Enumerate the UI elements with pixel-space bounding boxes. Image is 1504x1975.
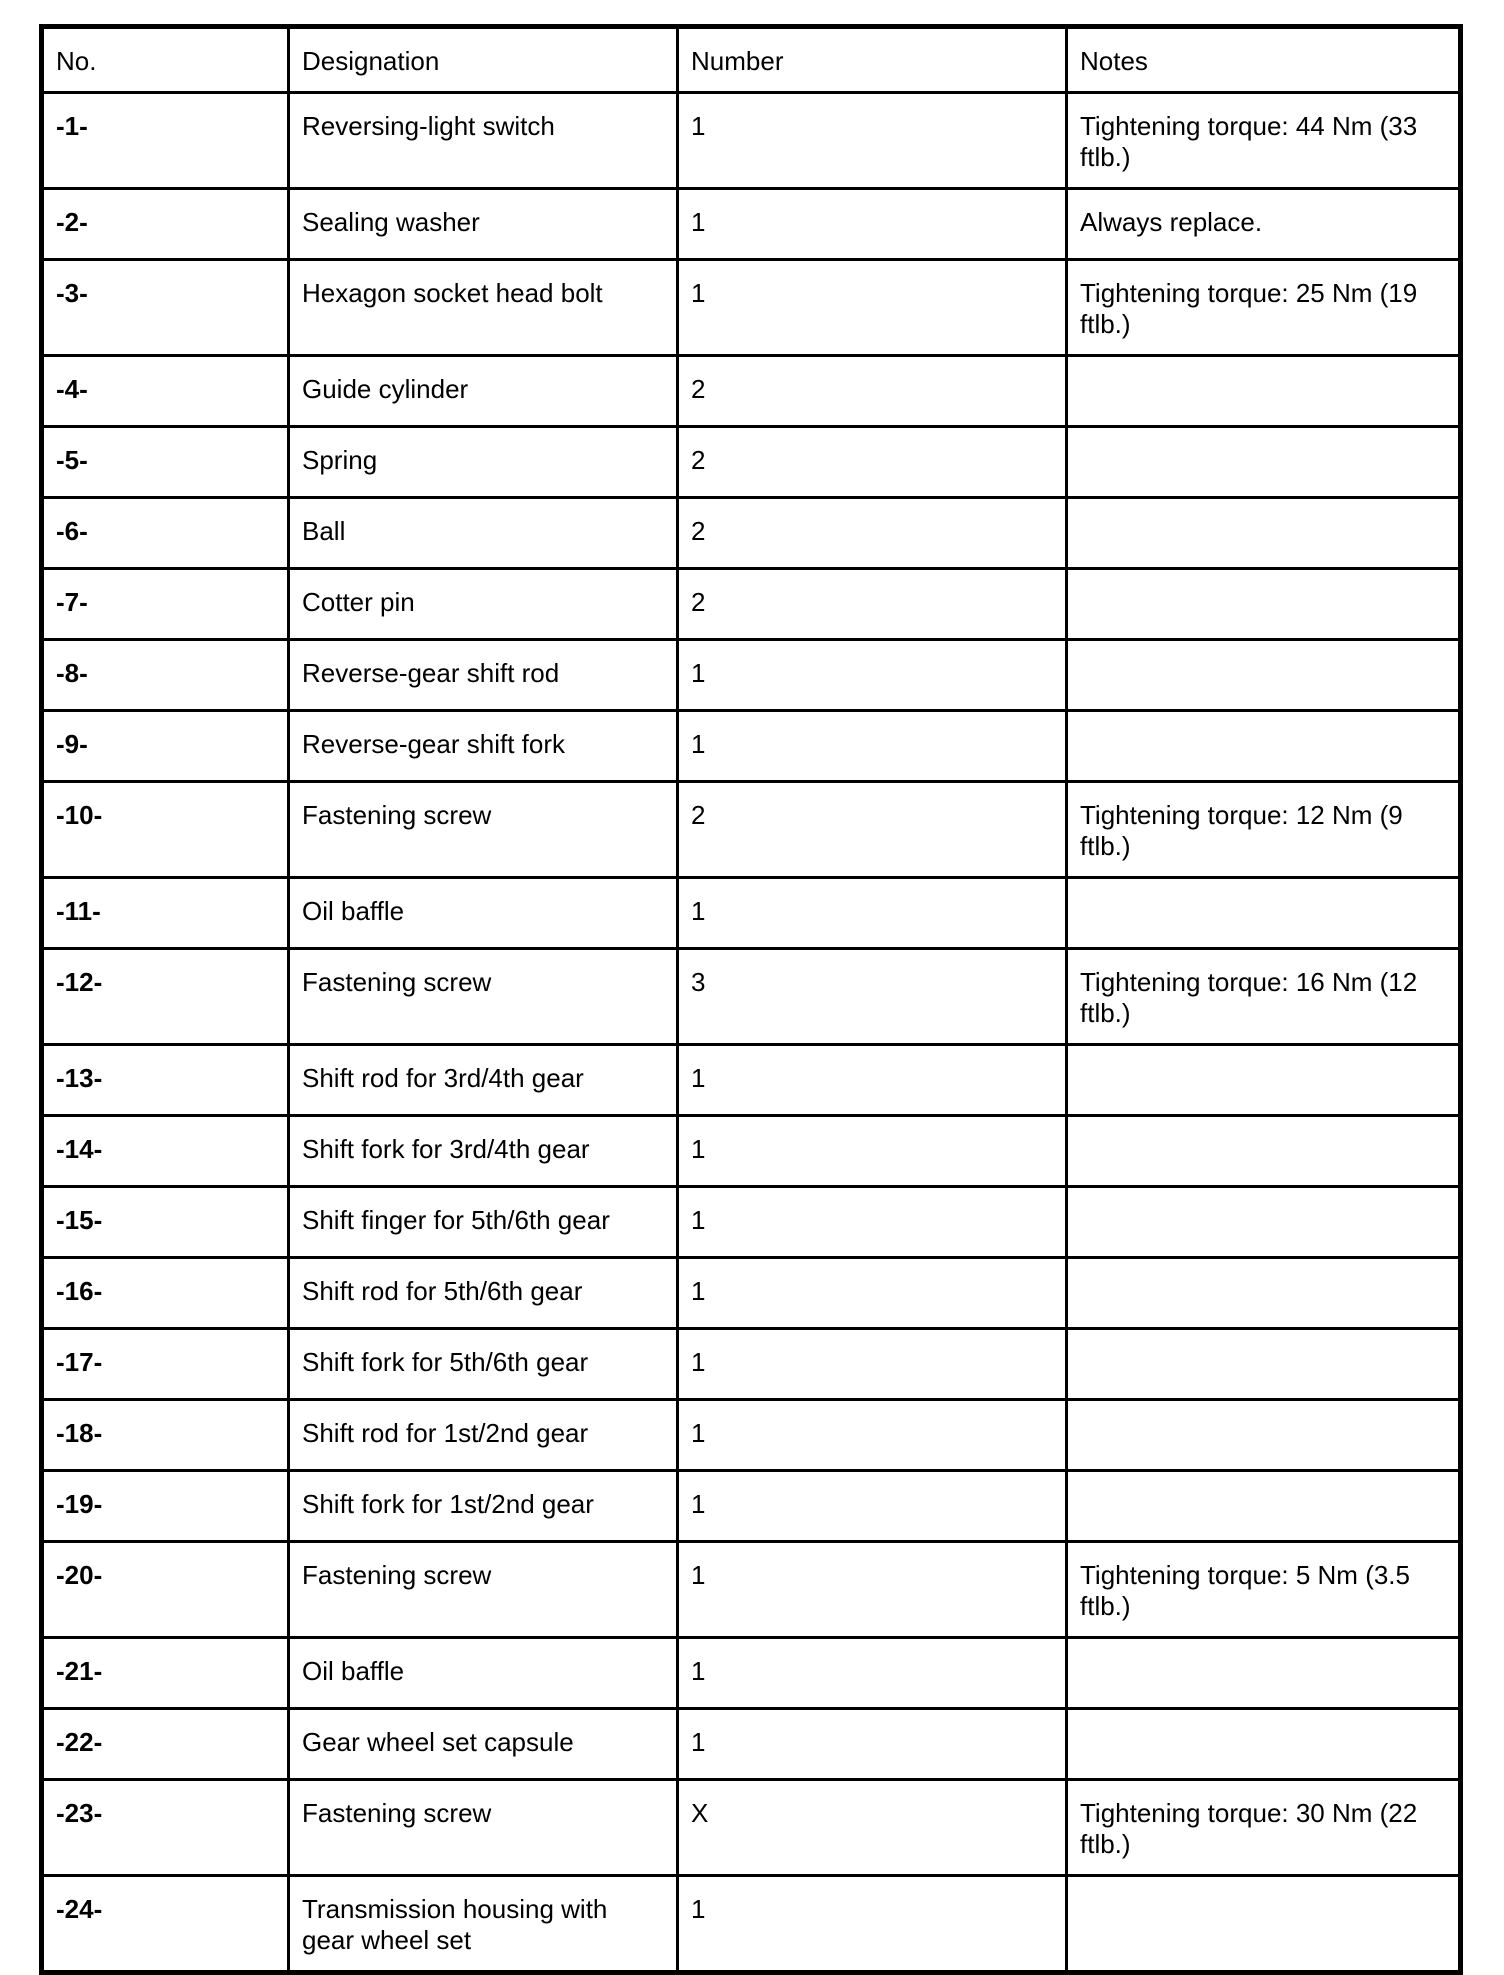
cell-no: -12- xyxy=(42,949,289,1045)
table-row xyxy=(42,1876,1461,1973)
table-row xyxy=(42,1116,1461,1187)
cell-no: -1- xyxy=(42,93,289,189)
cell-notes xyxy=(1067,1876,1461,1973)
cell-no: -23- xyxy=(42,1780,289,1876)
cell-designation: Oil baffle xyxy=(289,1638,678,1709)
cell-notes xyxy=(1067,711,1461,782)
cell-no: -18- xyxy=(42,1400,289,1471)
header-designation: Designation xyxy=(289,27,678,93)
cell-designation: Reversing-light switch xyxy=(289,93,678,189)
cell-designation: Spring xyxy=(289,427,678,498)
table-row xyxy=(42,640,1461,711)
cell-designation: Cotter pin xyxy=(289,569,678,640)
table-row xyxy=(42,1187,1461,1258)
cell-number: 1 xyxy=(678,1187,1067,1258)
cell-designation: Gear wheel set capsule xyxy=(289,1709,678,1780)
cell-notes xyxy=(1067,427,1461,498)
cell-no: -24- xyxy=(42,1876,289,1973)
cell-number: 1 xyxy=(678,640,1067,711)
cell-notes: Tightening torque: 25 Nm (19 ftlb.) xyxy=(1067,260,1461,356)
cell-no: -7- xyxy=(42,569,289,640)
cell-designation: Fastening screw xyxy=(289,1780,678,1876)
table-row xyxy=(42,949,1461,1045)
cell-number: 1 xyxy=(678,1876,1067,1973)
cell-notes xyxy=(1067,356,1461,427)
cell-designation: Hexagon socket head bolt xyxy=(289,260,678,356)
cell-no: -4- xyxy=(42,356,289,427)
cell-designation: Transmission housing with gear wheel set xyxy=(289,1876,678,1973)
cell-no: -6- xyxy=(42,498,289,569)
cell-designation: Shift rod for 1st/2nd gear xyxy=(289,1400,678,1471)
cell-designation: Fastening screw xyxy=(289,949,678,1045)
cell-no: -17- xyxy=(42,1329,289,1400)
cell-notes xyxy=(1067,878,1461,949)
cell-notes xyxy=(1067,1187,1461,1258)
table-header-row xyxy=(42,27,1461,93)
cell-number: 1 xyxy=(678,1400,1067,1471)
cell-designation: Shift finger for 5th/6th gear xyxy=(289,1187,678,1258)
table-row xyxy=(42,498,1461,569)
table-row xyxy=(42,1780,1461,1876)
parts-table-container xyxy=(39,24,1458,1975)
cell-number: 1 xyxy=(678,1329,1067,1400)
cell-no: -22- xyxy=(42,1709,289,1780)
cell-designation: Oil baffle xyxy=(289,878,678,949)
table-row xyxy=(42,356,1461,427)
table-row xyxy=(42,1329,1461,1400)
table-row xyxy=(42,260,1461,356)
cell-number: 1 xyxy=(678,1116,1067,1187)
cell-no: -21- xyxy=(42,1638,289,1709)
cell-number: 1 xyxy=(678,711,1067,782)
cell-number: 1 xyxy=(678,1045,1067,1116)
cell-designation: Shift fork for 1st/2nd gear xyxy=(289,1471,678,1542)
cell-number: 1 xyxy=(678,1542,1067,1638)
cell-no: -15- xyxy=(42,1187,289,1258)
cell-no: -2- xyxy=(42,189,289,260)
cell-no: -13- xyxy=(42,1045,289,1116)
parts-table-body xyxy=(42,93,1461,1973)
cell-notes: Tightening torque: 44 Nm (33 ftlb.) xyxy=(1067,93,1461,189)
cell-designation: Guide cylinder xyxy=(289,356,678,427)
cell-number: 1 xyxy=(678,189,1067,260)
cell-notes: Tightening torque: 5 Nm (3.5 ftlb.) xyxy=(1067,1542,1461,1638)
cell-number: 2 xyxy=(678,498,1067,569)
parts-table xyxy=(39,24,1463,1975)
table-row xyxy=(42,1045,1461,1116)
table-row xyxy=(42,1638,1461,1709)
cell-notes xyxy=(1067,1258,1461,1329)
cell-designation: Fastening screw xyxy=(289,782,678,878)
cell-number: 1 xyxy=(678,1638,1067,1709)
cell-number: 2 xyxy=(678,569,1067,640)
cell-number: 2 xyxy=(678,427,1067,498)
cell-designation: Sealing washer xyxy=(289,189,678,260)
cell-notes xyxy=(1067,498,1461,569)
cell-designation: Shift fork for 5th/6th gear xyxy=(289,1329,678,1400)
header-number: Number xyxy=(678,27,1067,93)
table-row xyxy=(42,782,1461,878)
cell-number: 2 xyxy=(678,356,1067,427)
cell-no: -14- xyxy=(42,1116,289,1187)
cell-designation: Fastening screw xyxy=(289,1542,678,1638)
cell-number: 1 xyxy=(678,1258,1067,1329)
cell-notes xyxy=(1067,640,1461,711)
cell-no: -5- xyxy=(42,427,289,498)
cell-number: 2 xyxy=(678,782,1067,878)
table-row xyxy=(42,569,1461,640)
table-row xyxy=(42,1709,1461,1780)
cell-number: 1 xyxy=(678,1471,1067,1542)
table-row xyxy=(42,878,1461,949)
cell-designation: Ball xyxy=(289,498,678,569)
cell-number: 1 xyxy=(678,878,1067,949)
cell-number: X xyxy=(678,1780,1067,1876)
cell-notes xyxy=(1067,1116,1461,1187)
cell-designation: Shift rod for 3rd/4th gear xyxy=(289,1045,678,1116)
cell-number: 3 xyxy=(678,949,1067,1045)
cell-notes: Tightening torque: 16 Nm (12 ftlb.) xyxy=(1067,949,1461,1045)
cell-notes xyxy=(1067,569,1461,640)
cell-notes: Tightening torque: 12 Nm (9 ftlb.) xyxy=(1067,782,1461,878)
cell-no: -11- xyxy=(42,878,289,949)
cell-no: -20- xyxy=(42,1542,289,1638)
cell-notes: Tightening torque: 30 Nm (22 ftlb.) xyxy=(1067,1780,1461,1876)
cell-number: 1 xyxy=(678,93,1067,189)
table-row xyxy=(42,1471,1461,1542)
table-row xyxy=(42,427,1461,498)
table-row xyxy=(42,1258,1461,1329)
cell-notes xyxy=(1067,1638,1461,1709)
table-row xyxy=(42,1400,1461,1471)
cell-notes xyxy=(1067,1709,1461,1780)
cell-designation: Reverse-gear shift rod xyxy=(289,640,678,711)
header-no: No. xyxy=(42,27,289,93)
cell-no: -19- xyxy=(42,1471,289,1542)
cell-notes xyxy=(1067,1400,1461,1471)
cell-number: 1 xyxy=(678,260,1067,356)
cell-notes xyxy=(1067,1045,1461,1116)
cell-designation: Shift fork for 3rd/4th gear xyxy=(289,1116,678,1187)
cell-no: -8- xyxy=(42,640,289,711)
cell-no: -10- xyxy=(42,782,289,878)
cell-number: 1 xyxy=(678,1709,1067,1780)
cell-notes: Always replace. xyxy=(1067,189,1461,260)
cell-no: -9- xyxy=(42,711,289,782)
table-row xyxy=(42,1542,1461,1638)
cell-notes xyxy=(1067,1471,1461,1542)
table-row xyxy=(42,711,1461,782)
cell-no: -3- xyxy=(42,260,289,356)
cell-notes xyxy=(1067,1329,1461,1400)
table-row xyxy=(42,189,1461,260)
cell-designation: Shift rod for 5th/6th gear xyxy=(289,1258,678,1329)
table-row xyxy=(42,93,1461,189)
header-notes: Notes xyxy=(1067,27,1461,93)
cell-no: -16- xyxy=(42,1258,289,1329)
cell-designation: Reverse-gear shift fork xyxy=(289,711,678,782)
